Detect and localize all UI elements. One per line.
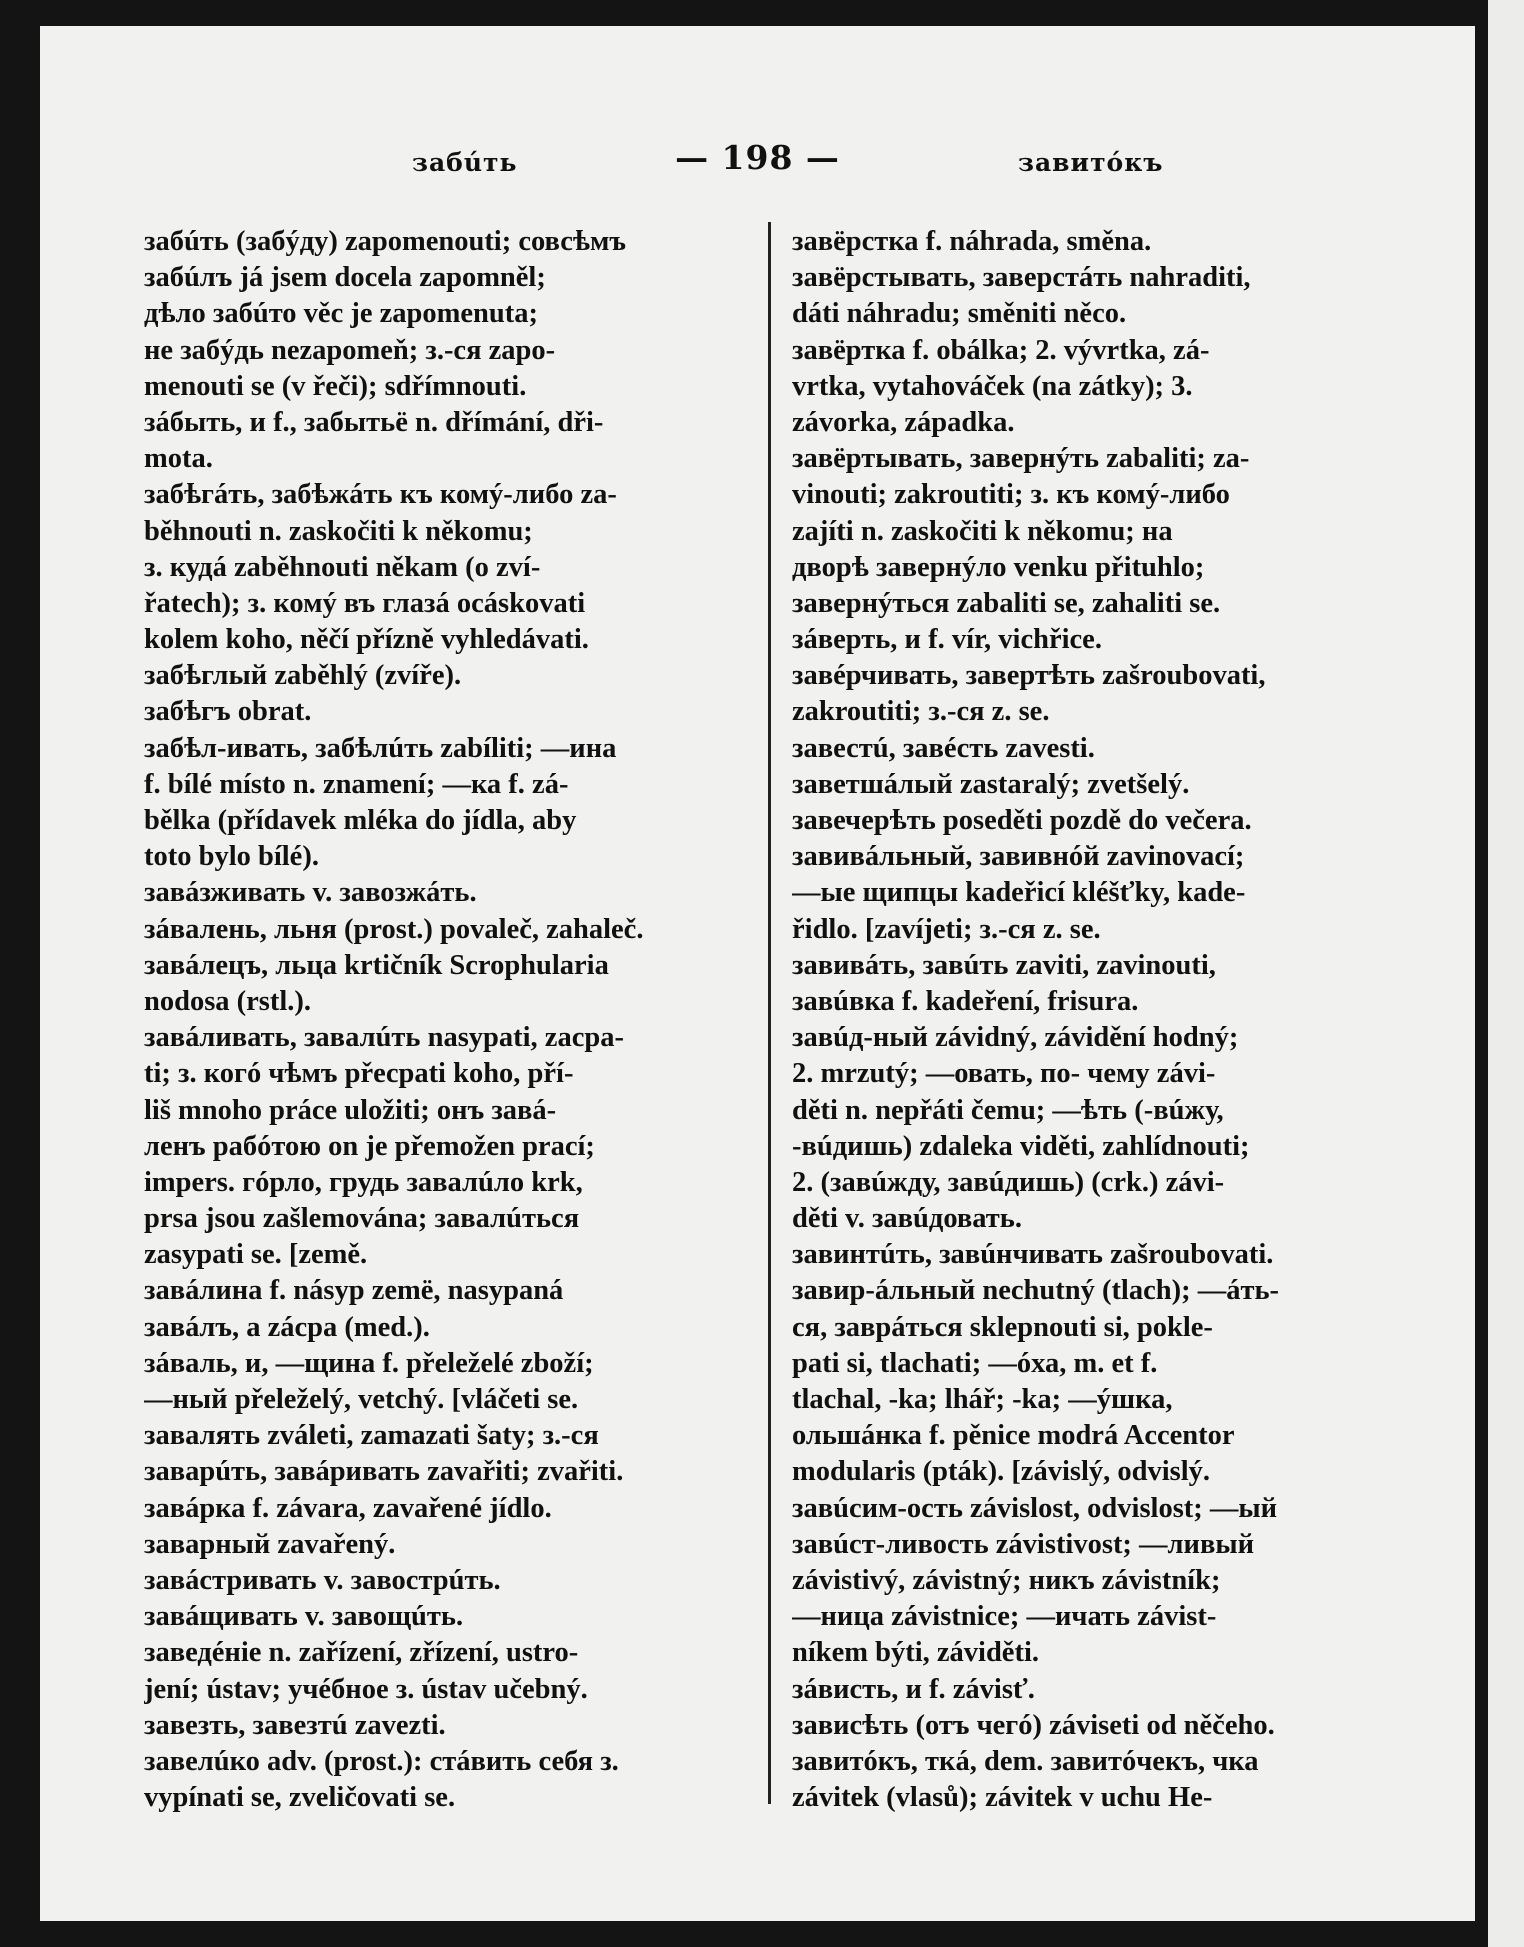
- entry-line: завúд-ный závidný, závidění hodný;: [792, 1022, 1239, 1054]
- entry-line: завинтúть, завúнчивать zašroubovati.: [792, 1239, 1274, 1271]
- entry-line: řatech); з. комý въ глазá ocáskovati: [144, 587, 586, 619]
- entry-line: ленъ рабóтою on je přemožen prací;: [144, 1130, 595, 1162]
- entry-line: níkem býti, záviděti.: [792, 1637, 1039, 1669]
- entry-line: 2. mrzutý; —овать, по- чему závi-: [792, 1058, 1216, 1090]
- entry-line: prsa jsou zašlemována; завалúться: [144, 1203, 580, 1235]
- entry-line: завелúко adv. (prost.): стáвить себя з.: [144, 1745, 619, 1777]
- entry-line: dáti náhradu; směniti něco.: [792, 298, 1127, 330]
- entry-line: závorka, západka.: [792, 406, 1015, 438]
- entry-line: zakroutiti; з.-ся z. se.: [792, 696, 1050, 728]
- entry-line: забúть (забýду) zapomenouti; совсѣмъ: [144, 226, 627, 257]
- entry-line: závistivý, závistný; никъ závistník;: [792, 1564, 1221, 1596]
- entry-line: завивáльный, завивнóй zavinovací;: [792, 841, 1245, 873]
- entry-line: ольшáнка f. pěnice modrá Accentor: [792, 1420, 1235, 1452]
- entry-line: menouti se (v řeči); sdřímnouti.: [144, 370, 527, 402]
- entry-line: ti; з. когó чѣмъ přecpati koho, pří-: [144, 1058, 574, 1090]
- entry-line: забѣглый zaběhlý (zvíře).: [144, 660, 462, 692]
- entry-line: забѣл-ивать, забѣлúть zabíliti; —ина: [144, 732, 617, 764]
- entry-line: зависѣть (отъ чегó) záviseti od něčeho.: [792, 1709, 1275, 1741]
- entry-line: завалять zváleti, zamazati šaty; з.-ся: [144, 1420, 599, 1452]
- entry-line: řidlo. [zavíjeti; з.-ся z. se.: [792, 913, 1101, 945]
- entry-line: —ые щипцы kadeřicí kléšťky, kade-: [792, 877, 1246, 909]
- page-number: — 198 —: [675, 138, 840, 177]
- entry-line: завир-áльный nechutný (tlach); —áть-: [792, 1275, 1280, 1307]
- entry-line: зáвисть, и f. závisť.: [792, 1673, 1035, 1705]
- entry-line: ся, заврáться sklepnouti si, pokle-: [792, 1311, 1213, 1343]
- entry-line: заветшáлый zastaralý; zvetšelý.: [792, 768, 1190, 800]
- left-running-headword: забúть: [412, 148, 518, 177]
- entry-line: tlachal, -ka; lhář; -ka; —ýшка,: [792, 1384, 1173, 1415]
- entry-line: завёрстывать, заверстáть nahraditi,: [792, 262, 1251, 294]
- entry-line: завáлина f. násyp zemë, nasypaná: [144, 1275, 564, 1307]
- dictionary-page: [40, 26, 1475, 1921]
- entry-line: забúлъ já jsem docela zapomněl;: [144, 262, 546, 294]
- entry-line: 2. (завúжду, завúдишь) (crk.) závi-: [792, 1166, 1225, 1198]
- entry-line: impers. гóрло, грудь завалúло krk,: [144, 1166, 583, 1198]
- entry-line: завёртка f. obálka; 2. vývrtka, zá-: [792, 334, 1210, 366]
- entry-line: —ница závistnice; —ичать závist-: [792, 1601, 1217, 1633]
- entry-line: f. bílé místo n. znamení; —ка f. zá-: [144, 768, 569, 800]
- entry-line: vrtka, vytahováček (na zátky); 3.: [792, 370, 1193, 402]
- entry-line: з. кудá zaběhnouti někam (o zví-: [144, 551, 541, 583]
- entry-line: завúвка f. kadeření, frisura.: [792, 985, 1139, 1017]
- entry-line: завивáть, завúть zaviti, zavinouti,: [792, 949, 1216, 981]
- entry-line: завáстривать v. завострúть.: [144, 1564, 501, 1596]
- right-running-headword: завитóкъ: [1018, 148, 1164, 177]
- entry-line: vinouti; zakroutiti; з. къ комý-либо: [792, 479, 1230, 511]
- entry-line: pati si, tlachati; —óха, m. et f.: [792, 1347, 1158, 1379]
- entry-line: завáщивать v. завощúть.: [144, 1601, 464, 1633]
- entry-line: zasypati se. [země.: [144, 1239, 368, 1271]
- entry-line: vypínati se, zveličovati se.: [144, 1782, 456, 1814]
- entry-line: завúсим-ость závislost, odvislost; —ый: [792, 1492, 1278, 1524]
- entry-line: дѣло забúто věc je zapomenuta;: [144, 298, 538, 330]
- entry-line: забѣгъ obrat.: [144, 696, 312, 728]
- entry-line: завезть, завезтú zavezti.: [144, 1709, 446, 1741]
- entry-line: modularis (pták). [závislý, odvislý.: [792, 1456, 1211, 1488]
- entry-line: завернýться zabaliti se, zahaliti se.: [792, 587, 1221, 619]
- entry-line: завáзживать v. завозжáть.: [144, 877, 477, 909]
- entry-line: зáваль, и, —щина f. přeleželé zboží;: [144, 1347, 594, 1379]
- entry-line: завáлецъ, льца krtičník Scrophularia: [144, 949, 609, 981]
- entry-line: závitek (vlasů); závitek v uchu He-: [792, 1782, 1213, 1814]
- entry-line: заварный zavařený.: [144, 1528, 396, 1560]
- entry-line: зáбыть, и f., забытьё n. dřímání, dři-: [144, 406, 604, 438]
- entry-line: děti v. завúдовать.: [792, 1203, 1022, 1235]
- entry-line: заварúть, завáривать zavařiti; zvařiti.: [144, 1456, 624, 1488]
- entry-line: завúст-ливость závistivost; —ливый: [792, 1528, 1255, 1560]
- adjacent-page-edge: [1488, 0, 1524, 1947]
- entry-line: bělka (přídavek mléka do jídla, aby: [144, 805, 577, 836]
- entry-line: завечерѣть poseděti pozdě do večera.: [792, 805, 1252, 836]
- entry-line: завáлъ, a zácpa (med.).: [144, 1311, 430, 1343]
- entry-line: зáвалень, льня (prost.) povaleč, zahaleč.: [144, 913, 644, 945]
- entry-line: зáверть, и f. vír, vichřice.: [792, 624, 1102, 656]
- entry-line: liš mnoho práce uložiti; онъ завá-: [144, 1094, 557, 1126]
- entry-line: běhnouti n. zaskočiti k někomu;: [144, 515, 533, 547]
- entry-line: mota.: [144, 443, 213, 475]
- entry-line: -вúдишь) zdaleka viděti, zahlídnouti;: [792, 1130, 1250, 1162]
- entry-line: jení; ústav; учéбное з. ústav učebný.: [144, 1673, 588, 1705]
- entry-line: забѣгáть, забѣжáть къ комý-либо za-: [144, 479, 617, 511]
- entry-line: —ный přeleželý, vetchý. [vláčeti se.: [144, 1384, 579, 1415]
- entry-line: завáрка f. závara, zavařené jídlo.: [144, 1492, 552, 1524]
- entry-line: děti n. nepřáti čemu; —ѣть (-вúжу,: [792, 1094, 1224, 1126]
- entry-line: заведéніе n. zařízení, zřízení, ustro-: [144, 1637, 579, 1669]
- left-column: [144, 224, 744, 1816]
- entry-line: дворѣ завернýло venku přituhlo;: [792, 551, 1205, 583]
- right-column: [792, 224, 1392, 1816]
- page-header: [40, 138, 1475, 188]
- entry-line: zajíti n. zaskočiti k někomu; на: [792, 515, 1173, 547]
- entry-line: завестú, завéсть zavesti.: [792, 732, 1095, 764]
- entry-line: завéрчивать, завертѣть zašroubovati,: [792, 660, 1266, 692]
- entry-line: kolem koho, něčí přízně vyhledávati.: [144, 624, 589, 656]
- entry-line: завёрстка f. náhrada, směna.: [792, 226, 1152, 257]
- entry-line: toto bylo bílé).: [144, 841, 319, 873]
- entry-line: nodosa (rstl.).: [144, 985, 312, 1017]
- entry-line: не забýдь nezapomeň; з.-ся zapo-: [144, 334, 556, 366]
- entry-line: завитóкъ, ткá, dem. завитóчекъ, чка: [792, 1745, 1259, 1777]
- entry-line: завёртывать, завернýть zabaliti; za-: [792, 443, 1250, 475]
- entry-line: завáливать, завалúть nasypati, zacpa-: [144, 1022, 624, 1054]
- column-divider: [768, 222, 771, 1804]
